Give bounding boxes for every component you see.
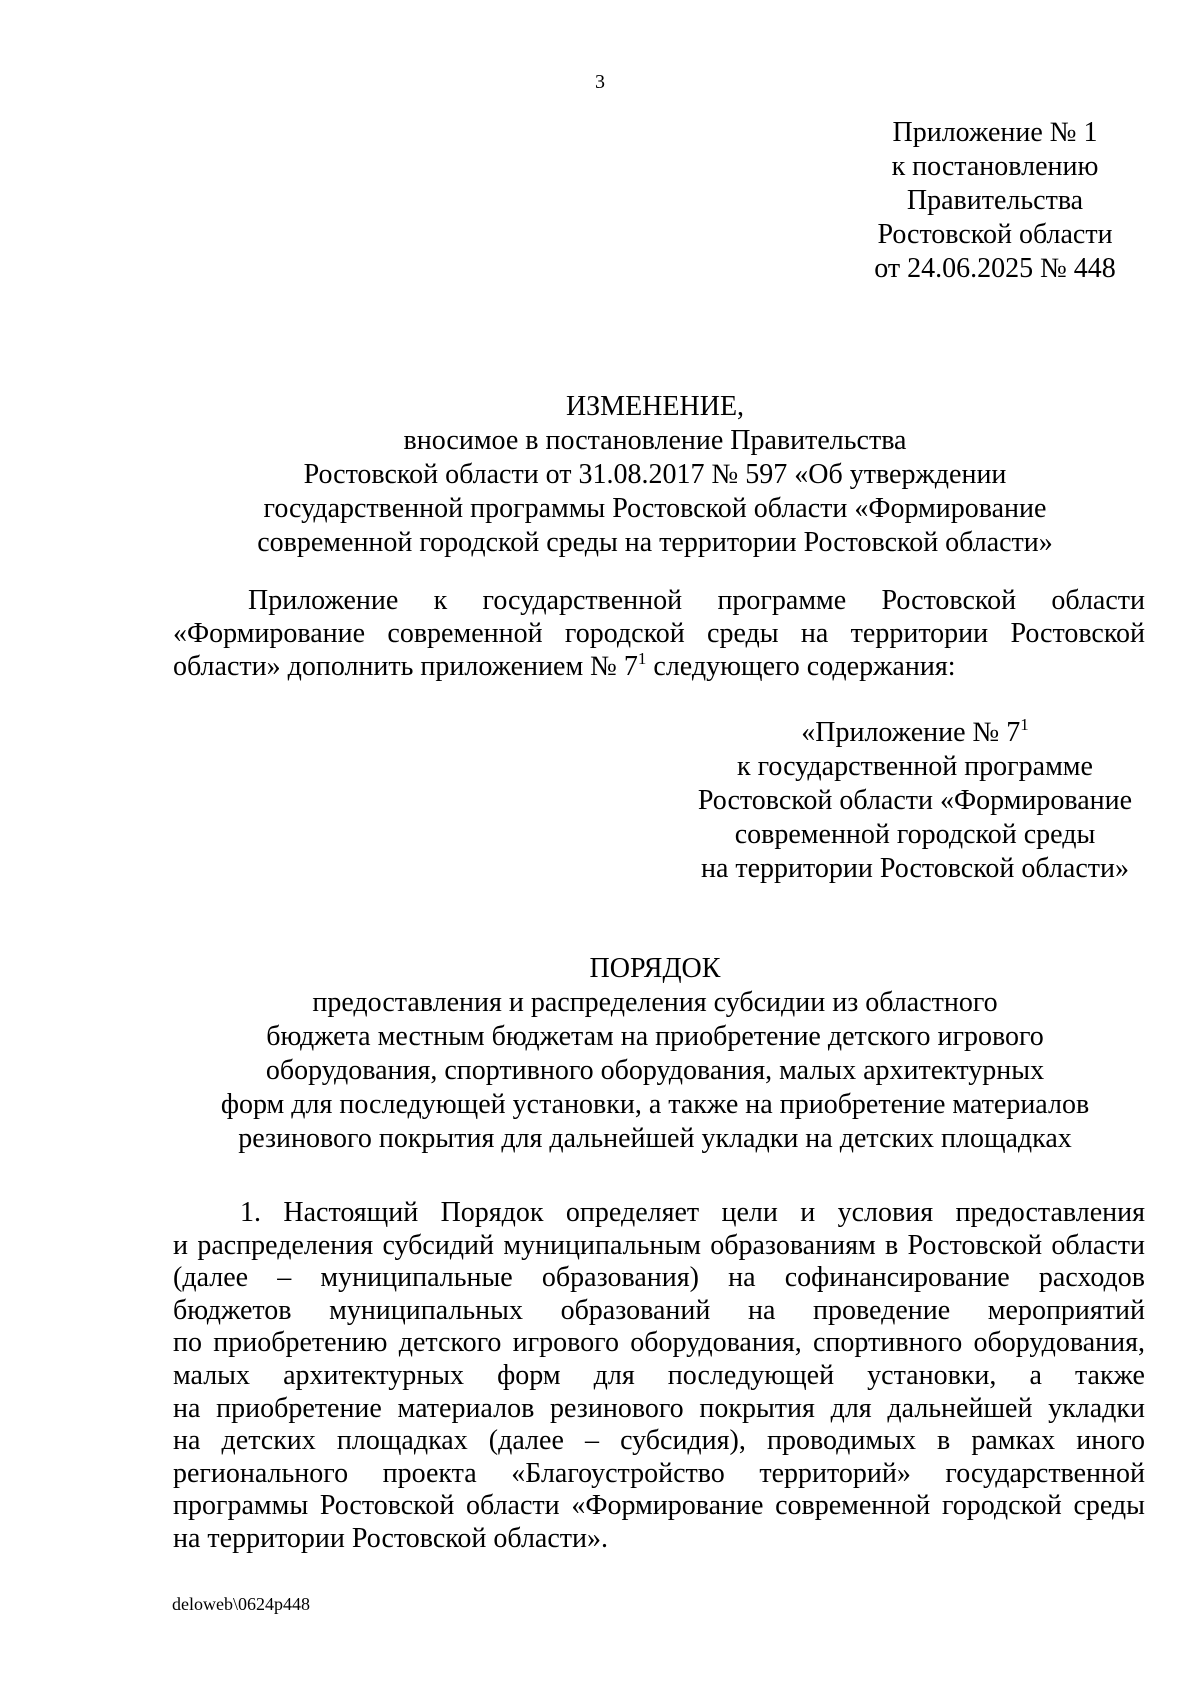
order-heading xyxy=(150,952,1160,1156)
order-paragraph-line: на приобретение материалов резинового покрытия для дальнейшей укладки xyxy=(173,1392,1145,1424)
change-heading xyxy=(150,390,1160,560)
annex1-line: Ростовской области xyxy=(877,219,1113,250)
order-paragraph xyxy=(173,1197,1145,1556)
annex7-header xyxy=(690,716,1140,886)
change-subtitle-line: вносимое в постановление Правительства xyxy=(403,425,907,456)
annex7-line xyxy=(690,716,1140,750)
order-paragraph-line: программы Ростовской области «Формирование современной городской среды xyxy=(173,1490,1145,1522)
annex1-line: Приложение № 1 xyxy=(892,117,1098,148)
change-paragraph-text: области» дополнить приложением № 7 xyxy=(173,651,638,682)
annex7-line: на территории Ростовской области» xyxy=(700,853,1129,884)
superscript: 1 xyxy=(637,648,647,668)
annex1-header xyxy=(850,116,1140,286)
page-number: 3 xyxy=(595,71,605,93)
change-paragraph-text: следующего содержания: xyxy=(646,651,956,682)
change-paragraph-line: «Формирование современной городской среды на территории Ростовской xyxy=(173,618,1145,649)
change-subtitle-line: государственной программы Ростовской области «Формирование xyxy=(263,493,1047,524)
order-subtitle-line: резинового покрытия для дальнейшей укладки на детских площадках xyxy=(238,1123,1072,1154)
change-paragraph xyxy=(173,584,1145,683)
order-paragraph-line: 1. Настоящий Порядок определяет цели и условия предоставления xyxy=(240,1197,1145,1228)
annex1-line: Правительства xyxy=(906,185,1084,216)
order-paragraph-line: и распределения субсидий муниципальным образованиям в Ростовской области xyxy=(173,1229,1145,1261)
change-subtitle-line: современной городской среды на территории Ростовской области» xyxy=(257,527,1053,558)
order-paragraph-line: (далее – муниципальные образования) на софинансирование расходов xyxy=(173,1262,1145,1294)
order-title: ПОРЯДОК xyxy=(589,953,721,984)
document-code: deloweb\0624p448 xyxy=(172,1594,310,1614)
order-subtitle-line: предоставления и распределения субсидии из областного xyxy=(312,987,998,1018)
annex1-line: от 24.06.2025 № 448 xyxy=(874,253,1116,284)
order-subtitle-line: бюджета местным бюджетам на приобретение детского игрового xyxy=(266,1021,1044,1052)
change-paragraph-line: Приложение к государственной программе Ростовской области xyxy=(248,585,1145,616)
change-subtitle-line: Ростовской области от 31.08.2017 № 597 «Об утверждении xyxy=(303,459,1007,490)
order-paragraph-line: на территории Ростовской области». xyxy=(173,1522,609,1554)
order-paragraph-line: малых архитектурных форм для последующей установки, а также xyxy=(173,1359,1145,1391)
order-subtitle-line: форм для последующей установки, а также на приобретение материалов xyxy=(220,1089,1090,1120)
superscript: 1 xyxy=(1020,714,1029,734)
change-paragraph-line xyxy=(173,650,1145,683)
annex7-title: «Приложение № 7 xyxy=(801,717,1021,748)
annex7-line: к государственной программе xyxy=(737,751,1093,782)
order-subtitle-line: оборудования, спортивного оборудования, малых архитектурных xyxy=(265,1055,1045,1086)
change-title: ИЗМЕНЕНИЕ, xyxy=(565,391,745,422)
order-paragraph-line: на детских площадках (далее – субсидия), проводимых в рамках иного xyxy=(173,1425,1145,1457)
annex7-line: Ростовской области «Формирование xyxy=(697,785,1133,816)
order-paragraph-line: по приобретению детского игрового оборудования, спортивного оборудования, xyxy=(173,1327,1145,1359)
order-paragraph-line: бюджетов муниципальных образований на проведение мероприятий xyxy=(173,1294,1145,1326)
annex7-line: современной городской среды xyxy=(734,819,1096,850)
order-paragraph-line: регионального проекта «Благоустройство территорий» государственной xyxy=(173,1457,1145,1489)
annex1-line: к постановлению xyxy=(891,151,1099,182)
